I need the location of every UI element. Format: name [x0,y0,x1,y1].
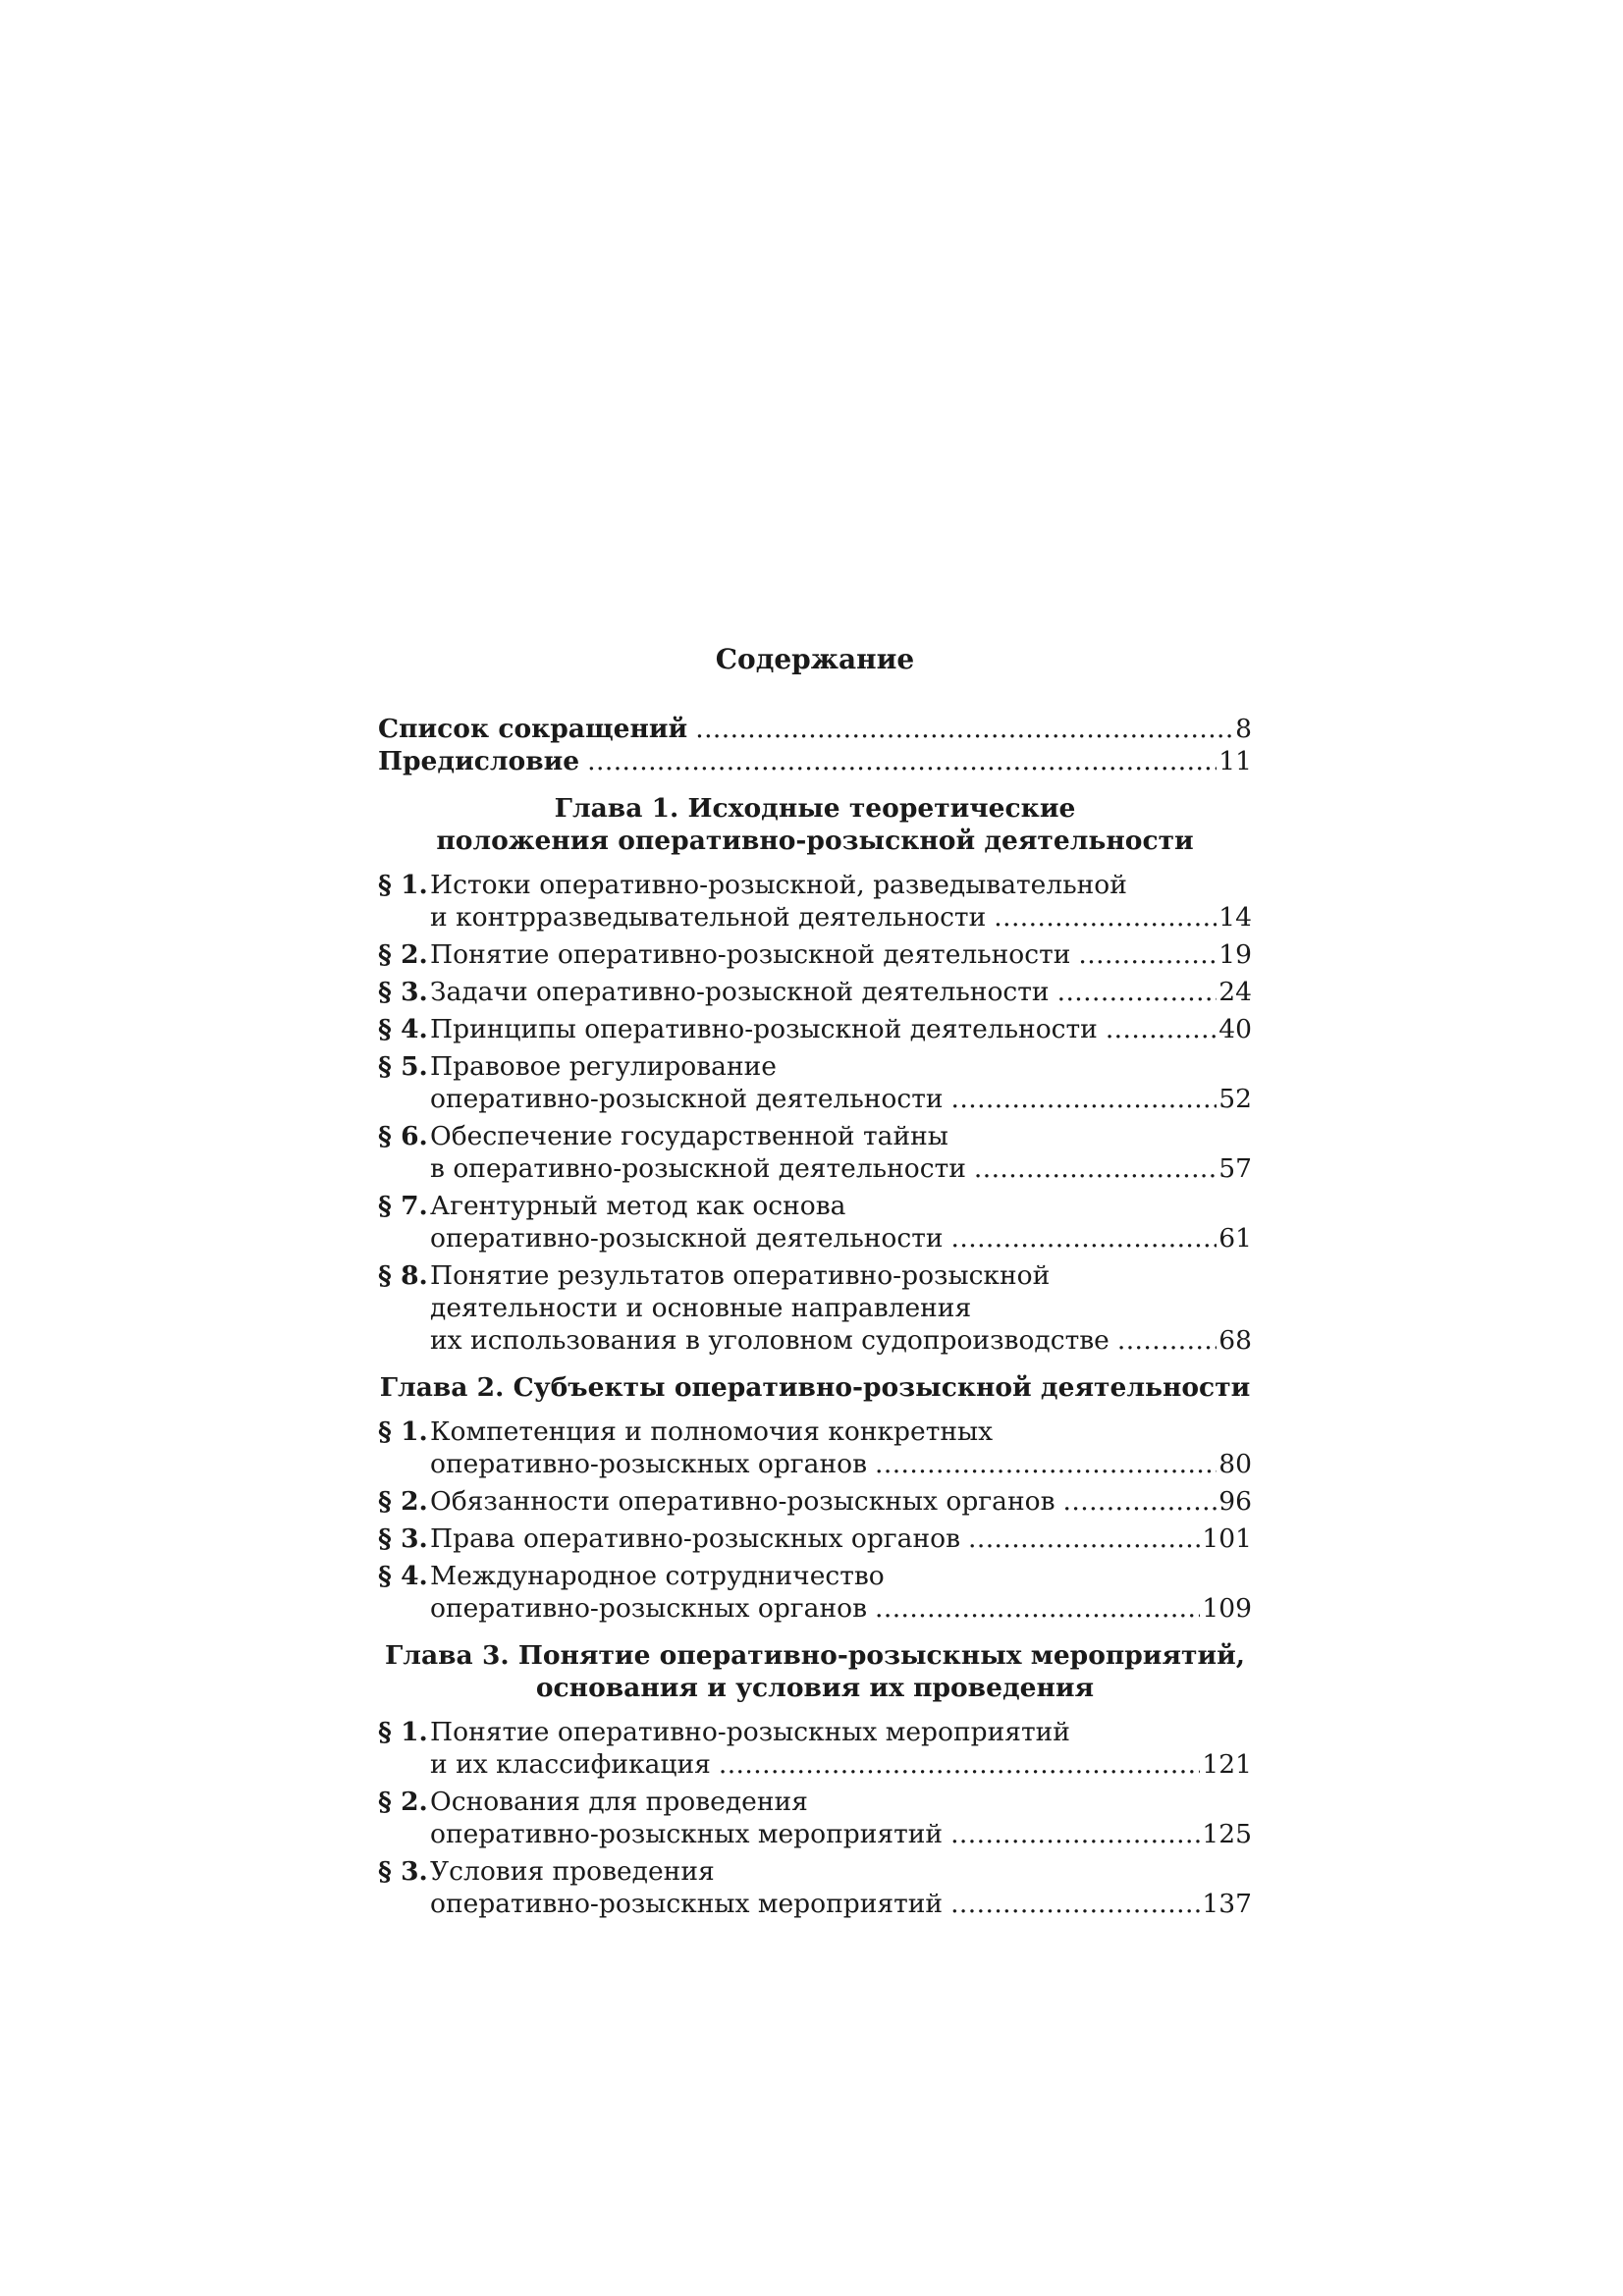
section-number: § 1. [378,870,428,900]
section-body [430,1560,1252,1625]
page-number: 96 [1218,1486,1252,1517]
dot-leader [875,1448,1217,1480]
section-number: § 2. [378,1486,428,1517]
section-body [430,1855,1252,1920]
toc-entry[interactable] [378,1415,1252,1480]
page-number: 40 [1218,1014,1252,1044]
chapter-block [378,1639,1252,1920]
toc-entry[interactable] [378,1190,1252,1255]
section-title-line: оперативно-розыскных органов [430,1449,868,1479]
toc-entry[interactable] [378,1786,1252,1850]
section-title-line: их использования в уголовном судопроизводстве [430,1325,1109,1356]
section-number: § 4. [378,1561,428,1591]
section-title-line: Истоки оперативно-розыскной, разведывательной [430,870,1127,900]
section-title-line: и контрразведывательной деятельности [430,902,987,933]
dot-leader [951,1083,1217,1115]
dot-leader [1117,1324,1217,1357]
section-number: § 1. [378,1717,428,1747]
dot-leader [1057,976,1217,1008]
dot-leader [1063,1485,1217,1518]
section-last-line [430,1485,1252,1518]
section-body [430,1786,1252,1850]
section-number: § 3. [378,1523,428,1554]
section-last-line [430,1888,1252,1920]
section-body [430,1120,1252,1185]
section-title-line: и их классификация [430,1749,711,1780]
section-number: § 3. [378,1856,428,1887]
section-title-line: Задачи оперативно-розыскной деятельности [430,977,1050,1007]
chapter-heading-line: Глава 2. Субъекты оперативно-розыскной деятельности [379,1372,1251,1403]
section-title-line: оперативно-розыскной деятельности [430,1084,944,1114]
section-title-line: Агентурный метод как основа [430,1191,846,1221]
page-number: 52 [1218,1084,1252,1114]
chapter-heading-line: положения оперативно-розыскной деятельности [436,826,1194,856]
section-last-line [430,938,1252,971]
page-number: 19 [1218,939,1252,970]
section-number: § 3. [378,977,428,1007]
toc-entry[interactable] [378,1259,1252,1357]
section-body [430,1522,1252,1555]
section-body [430,976,1252,1008]
dot-leader [968,1522,1200,1555]
section-title-line: Понятие оперативно-розыскной деятельности [430,939,1071,970]
section-last-line [430,1013,1252,1045]
section-title-line: Основания для проведения [430,1787,808,1817]
toc-entry[interactable] [378,938,1252,971]
section-last-line [430,1522,1252,1555]
toc-entry[interactable] [378,1522,1252,1555]
dot-leader [719,1748,1201,1781]
section-number: § 8. [378,1260,428,1291]
page-number: 125 [1202,1819,1252,1849]
page-number: 8 [1235,714,1252,744]
section-title-line: Понятие результатов оперативно-розыскной [430,1260,1051,1291]
dot-leader [951,1222,1217,1255]
section-title-line: оперативно-розыскных мероприятий [430,1819,944,1849]
dot-leader [950,1818,1200,1850]
section-title-line: Международное сотрудничество [430,1561,885,1591]
section-last-line [430,1222,1252,1255]
page-number: 101 [1202,1523,1252,1554]
section-body [430,1716,1252,1781]
toc-entry[interactable] [378,869,1252,934]
dot-leader [1106,1013,1217,1045]
chapter-heading-line: основания и условия их проведения [535,1673,1095,1703]
entry-title: Предисловие [378,746,580,776]
section-body [430,869,1252,934]
section-body [430,1415,1252,1480]
section-title-line: Понятие оперативно-розыскных мероприятий [430,1717,1070,1747]
chapter-block [378,792,1252,1357]
section-body [430,1259,1252,1357]
section-last-line [430,1324,1252,1357]
page-number: 11 [1218,746,1252,776]
toc-entry[interactable] [378,1120,1252,1185]
toc-entry[interactable] [378,1485,1252,1518]
page-number: 61 [1218,1223,1252,1254]
toc-entry[interactable] [378,1855,1252,1920]
section-body [430,1190,1252,1255]
section-title-line: Компетенция и полномочия конкретных [430,1416,994,1447]
section-last-line [430,1592,1252,1625]
dot-leader [994,901,1217,934]
page-number: 57 [1218,1153,1252,1184]
section-number: § 2. [378,939,428,970]
section-number: § 2. [378,1787,428,1817]
section-last-line [430,976,1252,1008]
dot-leader [1078,938,1217,971]
page-title: Содержание [715,643,915,675]
page-number: 24 [1218,977,1252,1007]
section-title-line: деятельности и основные направления [430,1293,972,1323]
entry-title: Список сокращений [378,714,688,744]
section-title-line: оперативно-розыскных органов [430,1593,868,1624]
section-title-line: в оперативно-розыскной деятельности [430,1153,966,1184]
section-number: § 5. [378,1051,428,1082]
section-number: § 6. [378,1121,428,1151]
section-last-line [430,1083,1252,1115]
section-last-line [430,901,1252,934]
section-title-line: Обеспечение государственной тайны [430,1121,948,1151]
chapter-heading [378,1639,1252,1704]
page-number: 80 [1218,1449,1252,1479]
page-number: 68 [1218,1325,1252,1356]
dot-leader [974,1152,1217,1185]
section-title-line: Права оперативно-розыскных органов [430,1523,961,1554]
page-number: 137 [1202,1889,1252,1919]
section-number: § 7. [378,1191,428,1221]
table-of-contents [378,643,1252,1925]
section-title-line: Условия проведения [430,1856,715,1887]
section-last-line [430,1448,1252,1480]
page-number: 14 [1218,902,1252,933]
section-title-line: оперативно-розыскных мероприятий [430,1889,944,1919]
section-last-line [430,1818,1252,1850]
section-title-line: оперативно-розыскной деятельности [430,1223,944,1254]
dot-leader [950,1888,1200,1920]
section-body [430,1013,1252,1045]
chapter-heading [378,1371,1252,1404]
toc-entry[interactable] [378,1716,1252,1781]
chapter-heading [378,792,1252,857]
toc-entry[interactable] [378,1013,1252,1045]
page-number: 109 [1202,1593,1252,1624]
section-number: § 1. [378,1416,428,1447]
page-number: 121 [1202,1749,1252,1780]
dot-leader [875,1592,1200,1625]
toc-entry[interactable] [378,976,1252,1008]
toc-entry[interactable] [378,1560,1252,1625]
section-body [430,938,1252,971]
section-body [430,1050,1252,1115]
chapter-heading-line: Глава 3. Понятие оперативно-розыскных мероприятий, [384,1640,1245,1671]
chapters [378,792,1252,1920]
toc-entry[interactable] [378,1050,1252,1115]
toc-entry[interactable] [378,713,1252,745]
section-title-line: Правовое регулирование [430,1051,777,1082]
toc-entry[interactable] [378,745,1252,777]
section-title-line: Принципы оперативно-розыскной деятельности [430,1014,1098,1044]
section-last-line [430,1152,1252,1185]
section-title-line: Обязанности оперативно-розыскных органов [430,1486,1055,1517]
dot-leader [587,745,1217,777]
section-last-line [430,1748,1252,1781]
section-body [430,1485,1252,1518]
chapter-block [378,1371,1252,1625]
front-matter [378,713,1252,777]
section-number: § 4. [378,1014,428,1044]
chapter-heading-line: Глава 1. Исходные теоретические [554,793,1076,824]
dot-leader [695,713,1233,745]
